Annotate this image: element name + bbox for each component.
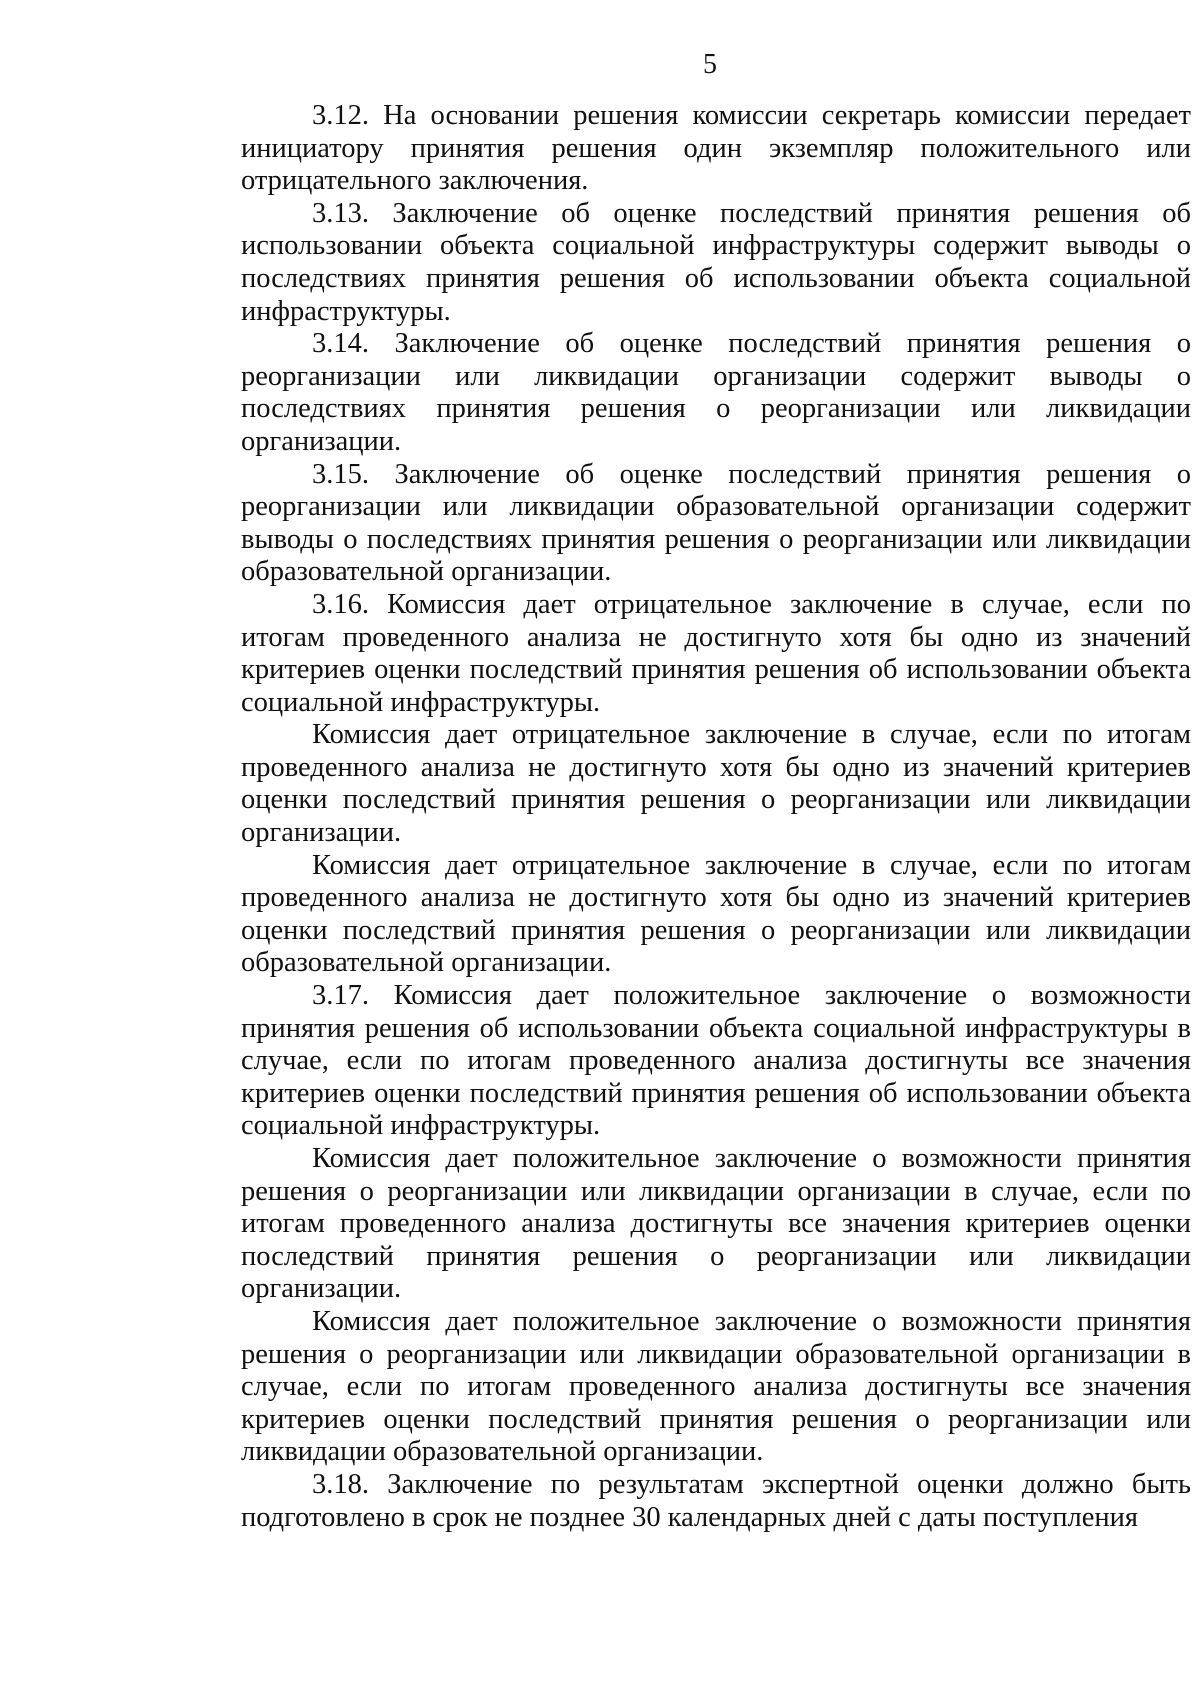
page-number: 5 xyxy=(703,49,717,80)
paragraph-3-17: 3.17. Комиссия дает положительное заключение о возможности принятия решения об использовании объекта социальной инфраструктуры в случае, если по итогам проведенного анализа достигнуты все значения критериев оценки последствий принятия решения об использовании объекта социальной инфраструктуры. xyxy=(241,980,1191,1142)
document-body xyxy=(241,100,1191,1534)
paragraph-3-14: 3.14. Заключение об оценке последствий принятия решения о реорганизации или ликвидации организации содержит выводы о последствиях принятия решения о реорганизации или ликвидации организации. xyxy=(241,328,1191,457)
paragraph-3-12: 3.12. На основании решения комиссии секретарь комиссии передает инициатору принятия решения один экземпляр положительного или отрицательного заключения. xyxy=(241,100,1191,197)
paragraph-3-13: 3.13. Заключение об оценке последствий принятия решения об использовании объекта социальной инфраструктуры содержит выводы о последствиях принятия решения об использовании объекта социальной инфраструктуры. xyxy=(241,197,1191,327)
paragraph-3-17-c: Комиссия дает положительное заключение о возможности принятия решения о реорганизации или ликвидации образовательной организации в случае, если по итогам проведенного анализа достигнуты все значения критериев оценки последствий принятия решения о реорганизации или ликвидации образовательной организации. xyxy=(241,1305,1191,1468)
paragraph-3-18: 3.18. Заключение по результатам экспертной оценки должно быть подготовлено в срок не позднее 30 календарных дней с даты поступления xyxy=(241,1468,1191,1533)
paragraph-3-16-c: Комиссия дает отрицательное заключение в случае, если по итогам проведенного анализа не достигнуто хотя бы одно из значений критериев оценки последствий принятия решения о реорганизации или ликвидации образовательной организации. xyxy=(241,849,1191,979)
paragraph-3-16: 3.16. Комиссия дает отрицательное заключение в случае, если по итогам проведенного анализа не достигнуто хотя бы одно из значений критериев оценки последствий принятия решения об использовании объекта социальной инфраструктуры. xyxy=(241,588,1191,718)
paragraph-3-15: 3.15. Заключение об оценке последствий принятия решения о реорганизации или ликвидации образовательной организации содержит выводы о последствиях принятия решения о реорганизации или ликвидации образовательной организации. xyxy=(241,458,1191,588)
paragraph-3-16-b: Комиссия дает отрицательное заключение в случае, если по итогам проведенного анализа не достигнуто хотя бы одно из значений критериев оценки последствий принятия решения о реорганизации или ликвидации организации. xyxy=(241,719,1191,849)
paragraph-3-17-b: Комиссия дает положительное заключение о возможности принятия решения о реорганизации или ликвидации организации в случае, если по итогам проведенного анализа достигнуты все значения критериев оценки последствий принятия решения о реорганизации или ликвидации организации. xyxy=(241,1143,1191,1305)
